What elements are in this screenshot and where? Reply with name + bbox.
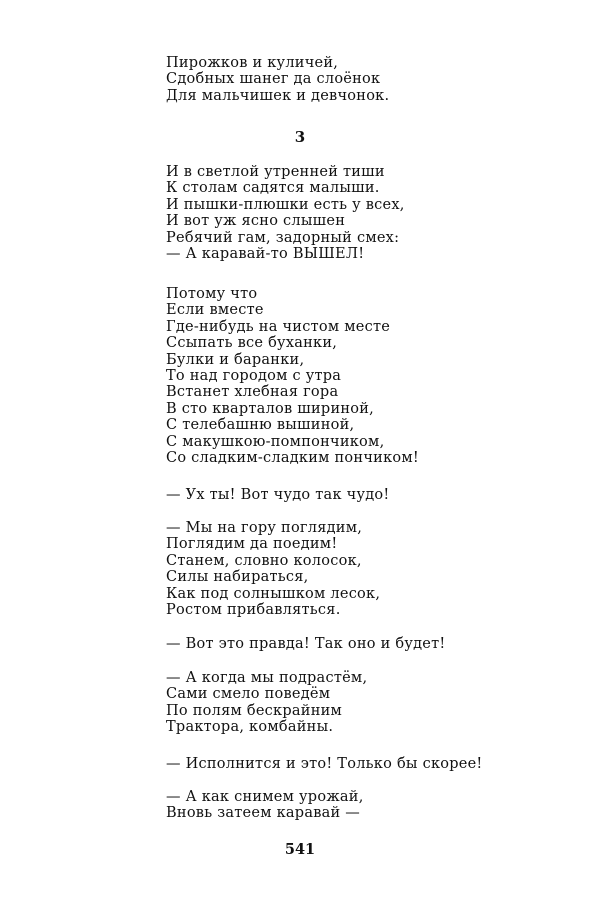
verse-line: В сто кварталов шириной,	[166, 400, 375, 417]
verse-line: И вот уж ясно слышен	[166, 213, 346, 230]
verse-line: Станем, словно колосок,	[166, 552, 362, 569]
verse-line: Ростом прибавляться.	[166, 602, 341, 619]
verse-line: Как под солнышком лесок,	[166, 585, 381, 602]
verse-line: Ребячий гам, задорный смех:	[166, 229, 400, 246]
verse-line: — Мы на гору поглядим,	[166, 520, 363, 536]
stanza	[166, 670, 367, 736]
stanza	[166, 756, 483, 772]
verse-line: Где-нибудь на чистом месте	[166, 318, 391, 335]
verse-line: Со сладким-сладким пончиком!	[166, 450, 419, 467]
verse-line: Пирожков и куличей,	[166, 55, 339, 71]
stanza	[166, 164, 405, 262]
verse-line: Для мальчишек и девчонок.	[166, 87, 390, 104]
verse-line: И в светлой утренней тиши	[166, 164, 385, 180]
verse-line: Сдобных шанег да слоёнок	[166, 71, 381, 88]
verse-line: То над городом с утра	[166, 368, 342, 385]
verse-line: — Вот это правда! Так оно и будет!	[166, 636, 446, 652]
verse-line: С макушкою-помпончиком,	[166, 433, 385, 450]
verse-line: — Ух ты! Вот чудо так чудо!	[166, 487, 390, 503]
verse-line: И пышки-плюшки есть у всех,	[166, 196, 405, 213]
stanza	[166, 520, 380, 618]
verse-line: — А когда мы подрастём,	[166, 670, 368, 686]
verse-line: — А каравай-то ВЫШЕЛ!	[166, 246, 365, 263]
stanza	[166, 789, 364, 822]
verse-line: С телебашню вышиной,	[166, 417, 355, 434]
verse-line: Встанет хлебная гора	[166, 384, 339, 401]
verse-line: Силы набираться,	[166, 569, 309, 586]
verse-line: Сами смело поведём	[166, 686, 331, 703]
verse-line: Поглядим да поедим!	[166, 536, 338, 553]
verse-line: По полям бескрайним	[166, 702, 343, 719]
verse-line: Ссыпать все буханки,	[166, 335, 338, 352]
verse-line: Трактора, комбайны.	[166, 719, 334, 736]
verse-line: К столам садятся малыши.	[166, 180, 380, 197]
verse-line: Если вместе	[166, 302, 264, 319]
verse-line: Потому что	[166, 286, 258, 302]
verse-line: — А как снимем урожай,	[166, 789, 364, 805]
stanza	[166, 55, 389, 104]
page-number: 541	[284, 841, 316, 858]
stanza	[166, 286, 419, 466]
verse-line: Вновь затеем каравай —	[166, 805, 361, 822]
section-number: 3	[294, 128, 306, 146]
verse-line: — Исполнится и это! Только бы скорее!	[166, 756, 483, 772]
stanza	[166, 636, 445, 652]
stanza	[166, 487, 389, 503]
verse-line: Булки и баранки,	[166, 351, 305, 368]
